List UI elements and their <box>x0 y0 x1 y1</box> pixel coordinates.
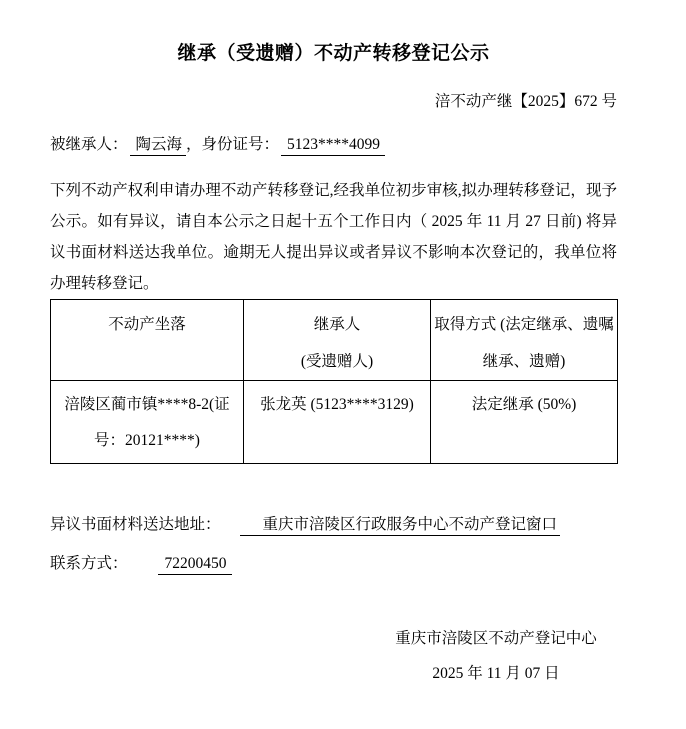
contact-line <box>50 553 617 575</box>
notice-table <box>50 299 618 464</box>
cell-acquisition-method: 法定继承 (50%) <box>431 381 618 464</box>
objection-address-line <box>50 514 617 536</box>
issuing-organization: 重庆市涪陵区不动产登记中心 <box>395 630 597 647</box>
doc-number: 涪不动产继【2025】672 号 <box>434 93 617 110</box>
header-heir-line1: 继承人 <box>313 316 361 333</box>
notice-body-paragraph: 下列不动产权利申请办理不动产转移登记,经我单位初步审核,拟办理转移登记，现予公示。如有异议，请自本公示之日起十五个工作日内（ 2025 年 11 月 27 日前) 将异议书面材料送达我单位。逾期无人提出异议或者异议不影响本次登记的，我单位将办理转移登记。 <box>50 182 617 292</box>
decedent-id-number: 5123****4099 <box>281 136 385 156</box>
objection-address-value: 重庆市涪陵区行政服务中心不动产登记窗口 <box>240 516 561 536</box>
signature-block <box>385 628 607 684</box>
decedent-name: 陶云海 <box>130 136 187 156</box>
header-property-location: 不动产坐落 <box>51 300 244 381</box>
contact-label: 联系方式： <box>50 555 128 572</box>
cell-property-location: 涪陵区蔺市镇****8-2(证号：20121****) <box>51 381 244 464</box>
decedent-line <box>50 134 617 156</box>
issue-date: 2025 年 11 月 07 日 <box>432 665 560 682</box>
header-heir-line2: (受遗赠人) <box>300 353 374 370</box>
page-title: 继承（受遗赠）不动产转移登记公示 <box>177 43 490 64</box>
header-heir <box>244 300 431 381</box>
header-acquisition-method: 取得方式 (法定继承、遗嘱继承、遗赠) <box>431 300 618 381</box>
decedent-id-label: ，身份证号： <box>186 136 280 153</box>
table-header-row <box>51 300 618 381</box>
objection-address-label: 异议书面材料送达地址： <box>50 516 221 533</box>
decedent-label: 被继承人： <box>50 136 128 153</box>
table-data-row <box>51 381 618 464</box>
cell-heir: 张龙英 (5123****3129) <box>244 381 431 464</box>
contact-value: 72200450 <box>158 555 232 575</box>
